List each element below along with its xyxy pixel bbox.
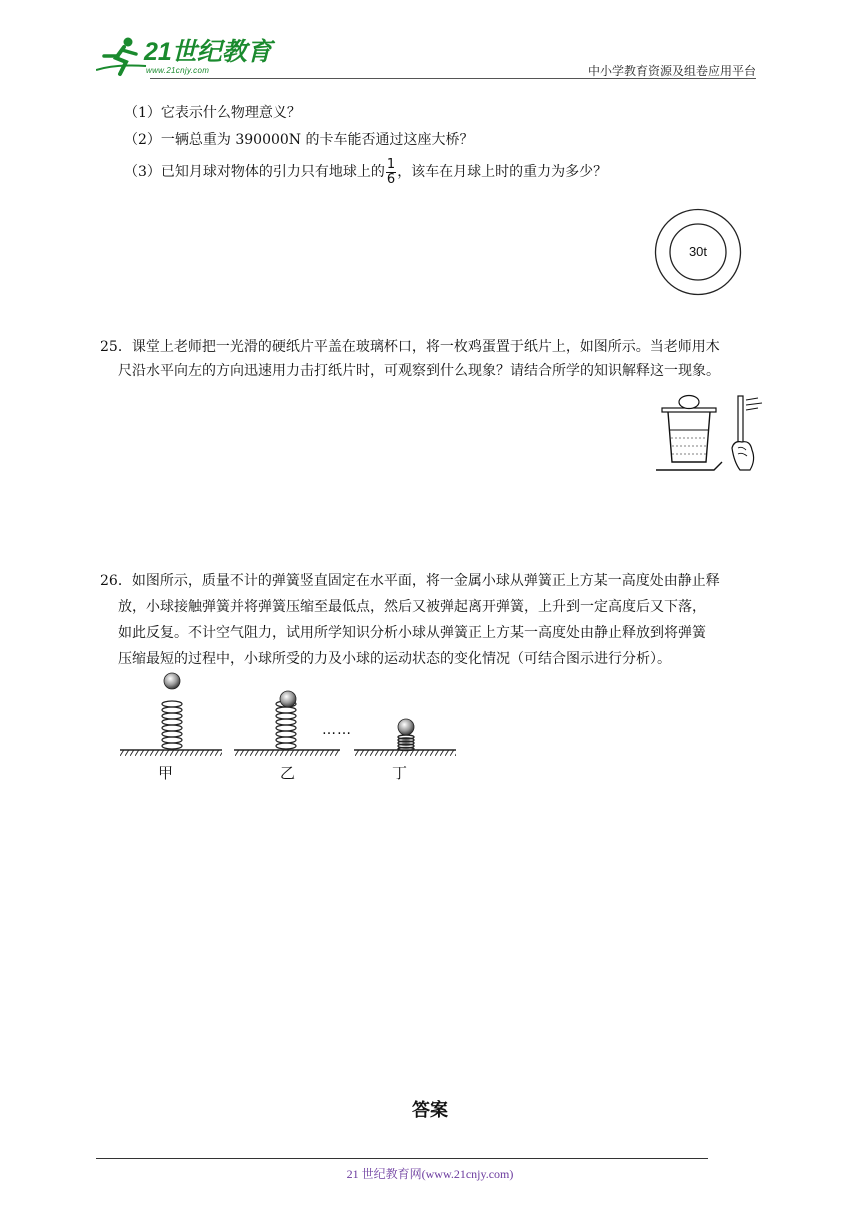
q24-fraction-numerator: 1 — [386, 156, 396, 172]
footer-text: 21 世纪教育网(www.21cnjy.com) — [346, 1167, 514, 1181]
q24-sub2: （2）一辆总重为 390000N 的卡车能否通过这座大桥？ — [124, 132, 474, 148]
figure-label-ding: 丁 — [392, 764, 408, 782]
q24-sub3-before: （3）已知月球对物体的引力只有地球上的 — [124, 164, 385, 180]
logo-url: www.21cnjy.com — [146, 66, 210, 75]
weight-limit-sign — [654, 208, 742, 296]
q26-line3: 如此反复。不计空气阻力，试用所学知识分析小球从弹簧正上方某一高度处由静止释放到将弹簧 — [118, 625, 706, 641]
figure-label-jia: 甲 — [158, 764, 174, 782]
logo-text: 21世纪教育 — [144, 38, 272, 66]
spring-ball-figure — [110, 668, 470, 764]
q25-line1: 25．课堂上老师把一光滑的硬纸片平盖在玻璃杯口，将一枚鸡蛋置于纸片上，如图所示。当老师用木 — [100, 339, 720, 355]
figure-ellipsis: …… — [322, 722, 352, 738]
q24-sub3-after: ，该车在月球上时的重力为多少？ — [397, 164, 608, 180]
figure-jia — [120, 673, 222, 756]
figure-ding — [354, 719, 456, 756]
q24-sub1: （1）它表示什么物理意义？ — [124, 105, 301, 121]
q25-line2: 尺沿水平向左的方向迅速用力击打纸片时，可观察到什么现象？请结合所学的知识解释这一现象。 — [118, 363, 720, 379]
logo-runner-icon — [96, 36, 148, 78]
egg-inertia-figure — [654, 390, 768, 476]
q24-fraction — [386, 158, 396, 187]
header-rule — [150, 78, 756, 79]
figure-label-yi: 乙 — [280, 764, 296, 782]
header-site-name: 中小学教育资源及组卷应用平台 — [587, 64, 756, 78]
q26-line2: 放，小球接触弹簧并将弹簧压缩至最低点，然后又被弹起离开弹簧，上升到一定高度后又下落， — [118, 599, 706, 615]
footer-rule — [96, 1158, 708, 1159]
q26-line1: 26．如图所示，质量不计的弹簧竖直固定在水平面，将一金属小球从弹簧正上方某一高度处由静止释 — [100, 573, 720, 589]
q24-fraction-denominator: 6 — [386, 171, 396, 187]
header — [0, 0, 860, 80]
weight-limit-value: 30t — [688, 244, 708, 259]
q26-line4: 压缩最短的过程中，小球所受的力及小球的运动状态的变化情况（可结合图示进行分析）。 — [118, 651, 671, 667]
answer-heading: 答案 — [412, 1100, 448, 1121]
q24-sub3 — [124, 154, 607, 190]
